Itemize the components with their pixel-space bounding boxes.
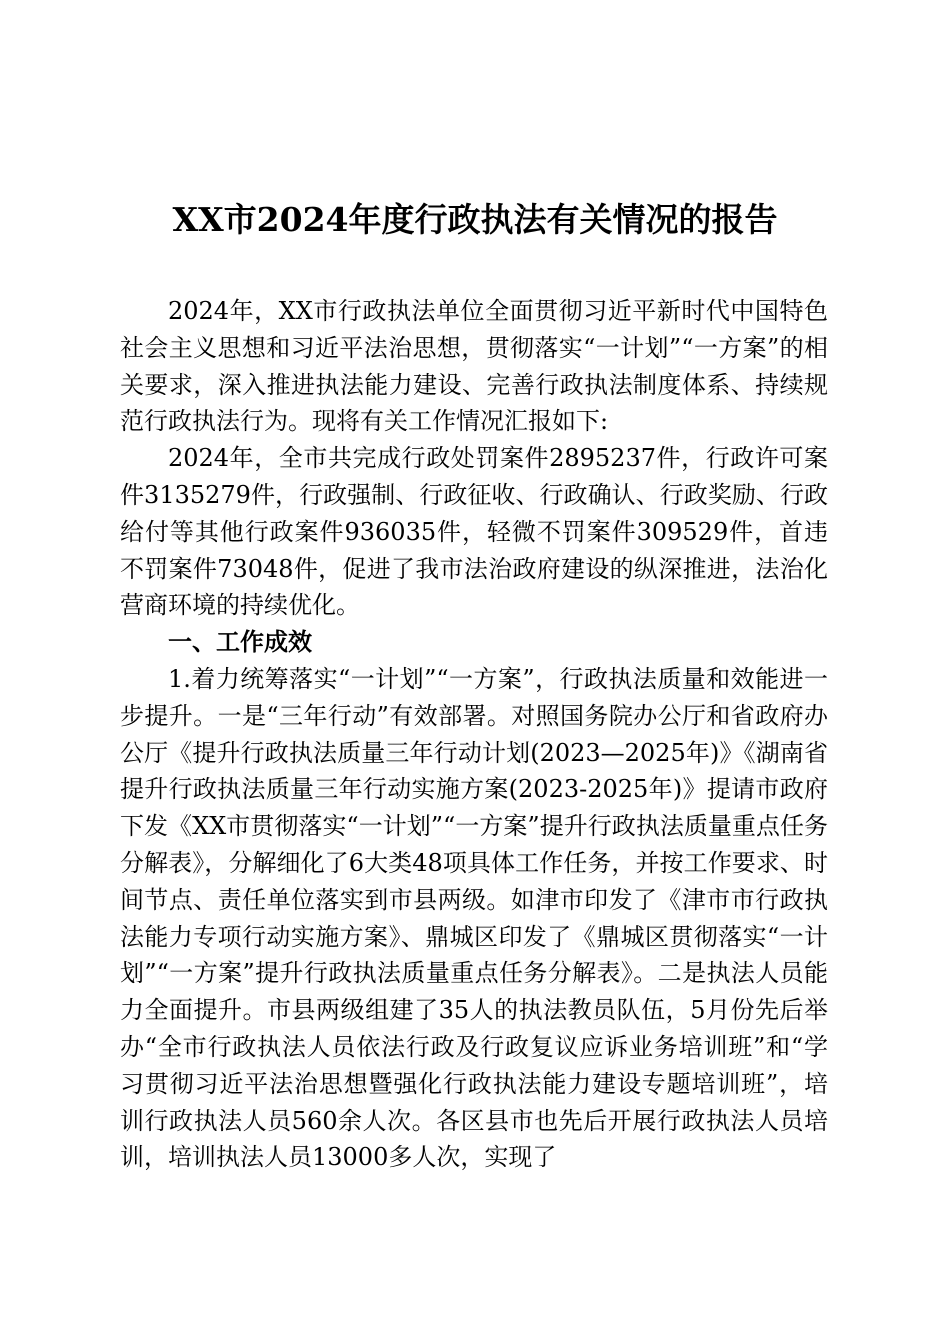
document-body	[120, 293, 828, 1176]
document-title: XX市2024年度行政执法有关情况的报告	[172, 200, 778, 239]
statistics-paragraph: 2024年，全市共完成行政处罚案件2895237件，行政许可案件3135279件，行政强制、行政征收、行政确认、行政奖励、行政给付等其他行政案件936035件，轻微不罚案件309529件，首违不罚案件73048件，促进了我市法治政府建设的纵深推进，法治化营商环境的持续优化。	[120, 444, 828, 620]
section-heading: 一、工作成效	[168, 627, 312, 657]
intro-paragraph: 2024年，XX市行政执法单位全面贯彻习近平新时代中国特色社会主义思想和习近平法治思想，贯彻落实“一计划”“一方案”的相关要求，深入推进执法能力建设、完善行政执法制度体系、持续规范行政执法行为。现将有关工作情况汇报如下:	[120, 297, 828, 436]
section-paragraph: 1.着力统筹落实“一计划”“一方案”，行政执法质量和效能进一步提升。一是“三年行动”有效部署。对照国务院办公厅和省政府办公厅《提升行政执法质量三年行动计划(2023—2025年)》《湖南省提升行政执法质量三年行动实施方案(2023-2025年)》提请市政府下发《XX市贯彻落实“一计划”“一方案”提升行政执法质量重点任务分解表》，分解细化了6大类48项具体工作任务，并按工作要求、时间节点、责任单位落实到市县两级。如津市印发了《津市市行政执法能力专项行动实施方案》、鼎城区印发了《鼎城区贯彻落实“一计划”“一方案”提升行政执法质量重点任务分解表》。二是执法人员能力全面提升。市县两级组建了35人的执法教员队伍，5月份先后举办“全市行政执法人员依法行政及行政复议应诉业务培训班”和“学习贯彻习近平法治思想暨强化行政执法能力建设专题培训班”，培训行政执法人员560余人次。各区县市也先后开展行政执法人员培训，培训执法人员13000多人次，实现了	[120, 664, 828, 1172]
